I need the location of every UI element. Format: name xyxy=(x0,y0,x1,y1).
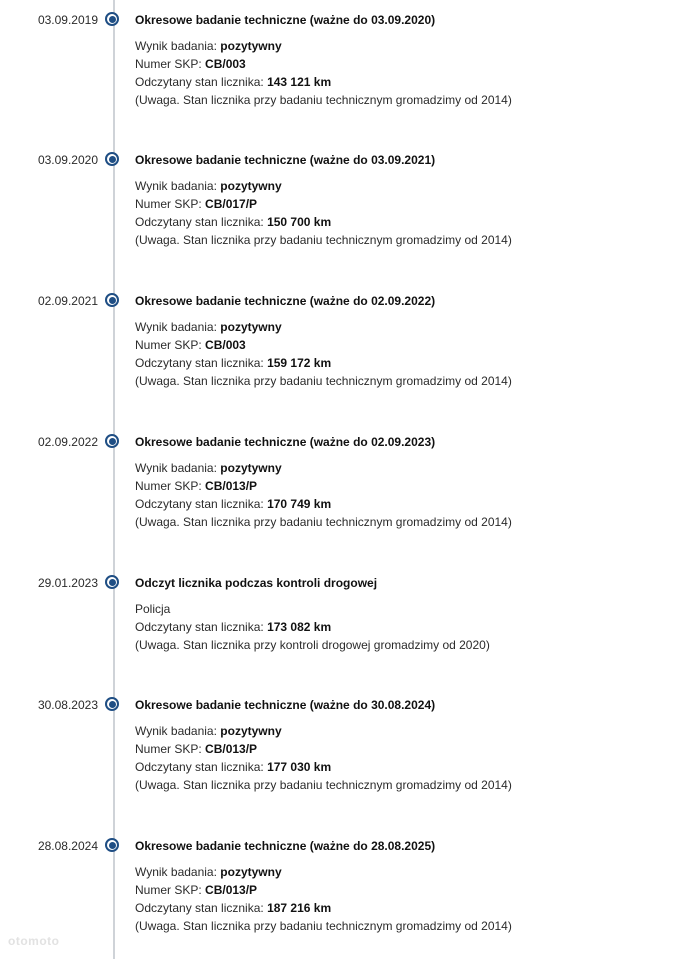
event-title: Okresowe badanie techniczne (ważne do 02.09.2023) xyxy=(135,435,436,449)
event-date: 02.09.2022 xyxy=(37,435,98,449)
skp-label: Numer SKP: xyxy=(135,479,206,493)
odometer-label: Odczytany stan licznika: xyxy=(135,356,268,370)
event-details xyxy=(135,837,675,935)
result-value: pozytywny xyxy=(220,320,282,334)
odometer-label: Odczytany stan licznika: xyxy=(135,497,268,511)
odometer-row xyxy=(135,758,675,776)
skp-label: Numer SKP: xyxy=(135,338,206,352)
event-date: 29.01.2023 xyxy=(37,576,98,590)
timeline-dot-icon xyxy=(105,434,119,448)
result-value: pozytywny xyxy=(220,461,282,475)
event-date: 28.08.2024 xyxy=(37,839,98,853)
event-note: (Uwaga. Stan licznika przy badaniu technicznym gromadzimy od 2014) xyxy=(135,93,512,107)
timeline-line xyxy=(113,0,115,959)
result-label: Wynik badania: xyxy=(135,39,221,53)
event-details xyxy=(135,433,675,531)
event-note: (Uwaga. Stan licznika przy kontroli drogowej gromadzimy od 2020) xyxy=(135,638,490,652)
skp-value: CB/013/P xyxy=(205,883,258,897)
skp-label: Numer SKP: xyxy=(135,883,206,897)
event-source: Policja xyxy=(135,602,171,616)
odometer-row xyxy=(135,495,675,513)
event-note: (Uwaga. Stan licznika przy badaniu technicznym gromadzimy od 2014) xyxy=(135,919,512,933)
result-row xyxy=(135,722,675,740)
result-value: pozytywny xyxy=(220,179,282,193)
event-note: (Uwaga. Stan licznika przy badaniu technicznym gromadzimy od 2014) xyxy=(135,233,512,247)
odometer-value: 143 121 km xyxy=(267,75,332,89)
odometer-value: 150 700 km xyxy=(267,215,332,229)
odometer-value: 170 749 km xyxy=(267,497,332,511)
skp-value: CB/013/P xyxy=(205,479,258,493)
result-value: pozytywny xyxy=(220,865,282,879)
event-details xyxy=(135,292,675,390)
event-date: 30.08.2023 xyxy=(37,698,98,712)
event-details xyxy=(135,696,675,794)
event-date: 02.09.2021 xyxy=(37,294,98,308)
skp-row xyxy=(135,740,675,758)
timeline-dot-icon xyxy=(105,293,119,307)
event-details xyxy=(135,574,675,654)
result-label: Wynik badania: xyxy=(135,724,221,738)
skp-value: CB/013/P xyxy=(205,742,258,756)
result-label: Wynik badania: xyxy=(135,461,221,475)
odometer-value: 187 216 km xyxy=(267,901,332,915)
result-value: pozytywny xyxy=(220,39,282,53)
event-title: Okresowe badanie techniczne (ważne do 30.08.2024) xyxy=(135,698,436,712)
event-title: Okresowe badanie techniczne (ważne do 28.08.2025) xyxy=(135,839,436,853)
skp-label: Numer SKP: xyxy=(135,197,206,211)
skp-row xyxy=(135,55,675,73)
result-label: Wynik badania: xyxy=(135,320,221,334)
skp-value: CB/003 xyxy=(205,57,246,71)
event-details xyxy=(135,11,675,109)
watermark-logo: otomoto xyxy=(8,934,60,948)
odometer-label: Odczytany stan licznika: xyxy=(135,75,268,89)
timeline-dot-icon xyxy=(105,12,119,26)
timeline-dot-icon xyxy=(105,697,119,711)
odometer-row xyxy=(135,899,675,917)
odometer-value: 177 030 km xyxy=(267,760,332,774)
odometer-label: Odczytany stan licznika: xyxy=(135,620,268,634)
result-value: pozytywny xyxy=(220,724,282,738)
result-label: Wynik badania: xyxy=(135,865,221,879)
result-row xyxy=(135,37,675,55)
result-row xyxy=(135,459,675,477)
result-row xyxy=(135,177,675,195)
odometer-label: Odczytany stan licznika: xyxy=(135,215,268,229)
event-details xyxy=(135,151,675,249)
odometer-row xyxy=(135,618,675,636)
skp-value: CB/003 xyxy=(205,338,246,352)
odometer-value: 173 082 km xyxy=(267,620,332,634)
odometer-label: Odczytany stan licznika: xyxy=(135,901,268,915)
odometer-row xyxy=(135,354,675,372)
event-date: 03.09.2020 xyxy=(37,153,98,167)
skp-label: Numer SKP: xyxy=(135,742,206,756)
timeline-dot-icon xyxy=(105,838,119,852)
odometer-value: 159 172 km xyxy=(267,356,332,370)
odometer-label: Odczytany stan licznika: xyxy=(135,760,268,774)
event-date: 03.09.2019 xyxy=(37,13,98,27)
skp-value: CB/017/P xyxy=(205,197,258,211)
odometer-row xyxy=(135,213,675,231)
event-note: (Uwaga. Stan licznika przy badaniu technicznym gromadzimy od 2014) xyxy=(135,515,512,529)
skp-row xyxy=(135,195,675,213)
event-note: (Uwaga. Stan licznika przy badaniu technicznym gromadzimy od 2014) xyxy=(135,778,512,792)
skp-row xyxy=(135,881,675,899)
result-label: Wynik badania: xyxy=(135,179,221,193)
timeline-dot-icon xyxy=(105,575,119,589)
event-title: Okresowe badanie techniczne (ważne do 03.09.2020) xyxy=(135,13,436,27)
result-row xyxy=(135,863,675,881)
event-title: Okresowe badanie techniczne (ważne do 02.09.2022) xyxy=(135,294,436,308)
skp-row xyxy=(135,477,675,495)
result-row xyxy=(135,318,675,336)
event-title: Odczyt licznika podczas kontroli drogowej xyxy=(135,576,378,590)
skp-label: Numer SKP: xyxy=(135,57,206,71)
skp-row xyxy=(135,336,675,354)
event-title: Okresowe badanie techniczne (ważne do 03.09.2021) xyxy=(135,153,436,167)
odometer-row xyxy=(135,73,675,91)
timeline-dot-icon xyxy=(105,152,119,166)
event-note: (Uwaga. Stan licznika przy badaniu technicznym gromadzimy od 2014) xyxy=(135,374,512,388)
